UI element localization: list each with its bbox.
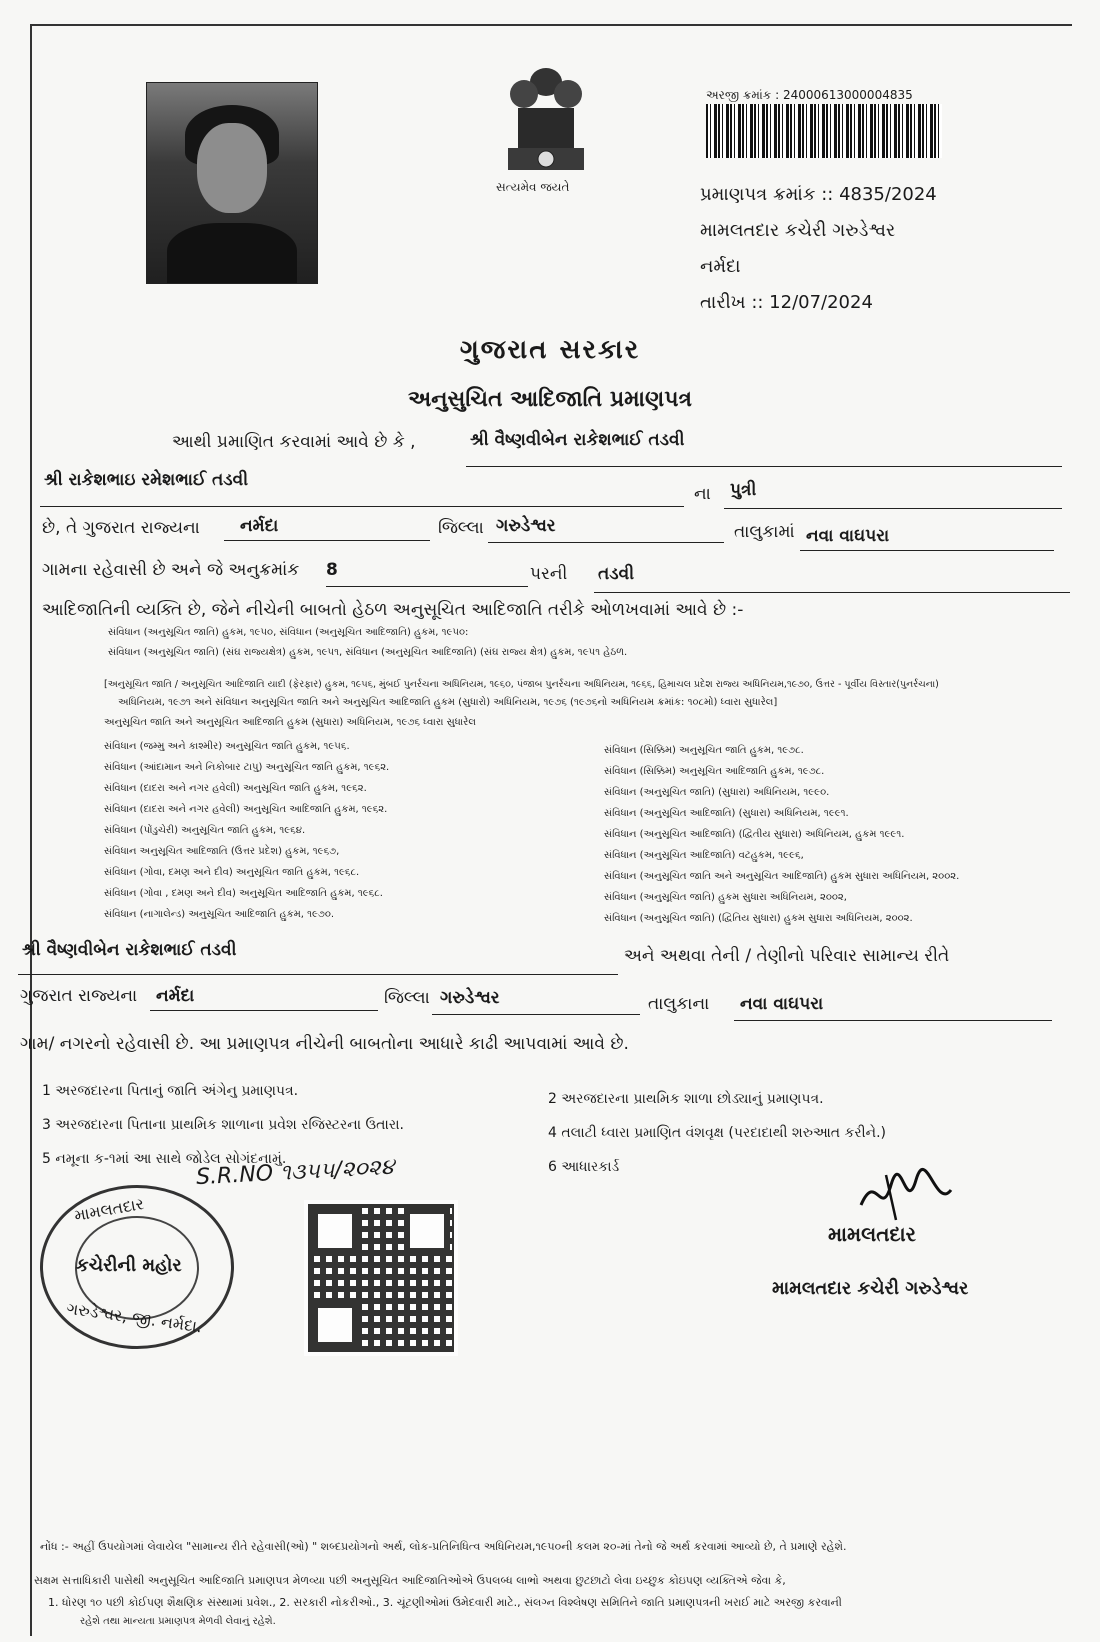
order-line: સંવિધાન (અનુસૂચિત જાતિ) હુકમ સુધારા અધિનિયમ, ૨૦૦૨,: [604, 892, 847, 903]
order-line: સંવિધાન (આંદામાન અને નિકોબાર ટાપુ) અનુસૂચિત જાતિ હુકમ, ૧૯૬૨.: [104, 762, 390, 773]
order-line: સંવિધાન (અનુસૂચિત જાતિ) (સુધારા) અધિનિયમ, ૧૯૯૦.: [604, 787, 830, 798]
header-district: નર્મદા: [700, 256, 741, 277]
taluka-value-2: ગરુડેશ્વર: [440, 988, 500, 1008]
order-line: [અનુસૂચિત જાતિ / અનુસૂચિત આદિજાતિ યાદી (ફેરફાર) હુકમ, ૧૯૫૬, મુંબઈ પુનર્રચના અધિનિયમ, ૧૯૬૦, પંજાબ પુનર્રચના અધિનિયમ, ૧૯૬૬, હિમાચલ પ્રદેશ રાજ્ય અધિનિયમ,૧૯૭૦, ઉત્તર - પૂર્વીય વિસ્તાર(પુનર્રચના): [104, 679, 939, 690]
orders-right-column: [604, 740, 959, 929]
order-line: સંવિધાન અનુસૂચિત આદિજાતિ (ઉત્તર પ્રદેશ) હુકમ, ૧૯૬૭,: [104, 846, 340, 857]
taluka-label: તાલુકામાં: [734, 522, 795, 542]
footer-line: સક્ષમ સત્તાધિકારી પાસેથી અનુસૂચિત આદિજાતિ પ્રમાણપત્ર મેળવ્યા પછી અનુસૂચિત આદિજાતિઓએ ઉપલબ્ધ લાભો અથવા છુટછાટો લેવા ઇચ્છુક કોઇપણ વ્યક્તિએ જેવા કે,: [34, 1574, 786, 1587]
order-line: સંવિધાન (અનુસૂચિત જાતિ) (દ્વિતિય સુધારા) હુકમ સુધારા અધિનિયમ, ૨૦૦૨.: [604, 913, 913, 924]
certificate-number: પ્રમાણપત્ર ક્રમાંક :: 4835/2024: [700, 184, 937, 205]
order-line: સંવિધાન (સિક્કિમ) અનુસૂચિત આદિજાતિ હુકમ, ૧૯૭૮.: [604, 766, 825, 777]
tribe-text: આદિજાતિની વ્યક્તિ છે, જેને નીચેની બાબતો હેઠળ અનુસૂચિત આદિજાતિ તરીકે ઓળખવામાં આવે છે :-: [42, 600, 744, 620]
relation: પુત્રી: [730, 480, 757, 500]
order-line: સંવિધાન (નાગાલેન્ડ) અનુસૂચિત આદિજાતિ હુકમ, ૧૯૭૦.: [104, 909, 335, 920]
certificate-subtitle: અનુસુચિત આદિજાતિ પ્રમાણપત્ર: [407, 387, 693, 412]
document-item: 1 અરજદારના પિતાનું જાતિ અંગેનુ પ્રમાણપત્ર.: [42, 1083, 299, 1099]
order-line: સંવિધાન (અનુસૂચિત આદિજાતિ) (સુધારા) અધિનિયમ, ૧૯૯૧.: [604, 808, 849, 819]
signatory-office: મામલતદાર કચેરી ગરુડેશ્વર: [772, 1278, 969, 1299]
village-value-2: નવા વાઘપરા: [740, 994, 824, 1014]
certify-prefix: આથી પ્રમાણિત કરવામાં આવે છે કે ,: [172, 432, 416, 452]
signature-icon: [856, 1165, 956, 1225]
document-item: 5 નમૂના ક-૧માં આ સાથે જોડેલ સોગંદનામું.: [42, 1151, 287, 1167]
district-label: જિલ્લા: [438, 518, 484, 538]
documents-right: [548, 1082, 886, 1184]
barcode: [706, 104, 942, 158]
footer-line: 1. ધોરણ ૧૦ પછી કોઈપણ શૈક્ષણિક સંસ્થામાં પ્રવેશ., 2. સરકારી નોકરીઓ., 3. ચૂંટણીઓમાં ઉમેદવારી માટે., સંલગ્ન વિશ્લેષણ સમિતિને જાતિ પ્રમાણપત્રની ખરાઈ માટે અરજી કરવાની: [48, 1596, 842, 1609]
order-line: સંવિધાન (અનુસૂચિત જાતિ) (સંઘ રાજ્યક્ષેત્ર) હુકમ, ૧૯૫૧, સંવિધાન (અનુસૂચિત આદિજાતિ) (સંઘ રાજ્ય ક્ષેત્ર) હુકમ, ૧૯૫૧ હેઠળ.: [108, 647, 628, 658]
order-line: સંવિધાન (પોંડુચેરી) અનુસૂચિત જાતિ હુકમ, ૧૯૬૪.: [104, 825, 306, 836]
state-prefix: છે, તે ગુજરાત રાજ્યના: [42, 518, 200, 538]
footer-line: રહેશે તથા માન્યતા પ્રમાણપત્ર મેળવી લેવાનું રહેશે.: [80, 1616, 276, 1627]
document-item: 2 અરજદારના પ્રાથમિક શાળા છોડ્યાનું પ્રમાણપત્ર.: [548, 1091, 824, 1107]
applicant-photo: [146, 82, 318, 284]
order-line: અધિનિયમ, ૧૯૭૧ અને સંવિધાન અનુસૂચિત જાતિ અને અનુસૂચિત આદિજાતિ હુકમ (સુધારો) અધિનિયમ, ૧૯૭૬ (૧૯૭૬નો અધિનિયમ ક્રમાંક: ૧૦૮મો) ધ્વારા સુધારેલ]: [118, 697, 778, 708]
document-item: 4 તલાટી ધ્વારા પ્રમાણિત વંશવૃક્ષ (પરદાદાથી શરુઆત કરીને.): [548, 1125, 886, 1141]
handwritten-serial: S.R.NO ૧૩૫૫/૨૦૨૪: [195, 1154, 395, 1191]
basis-text: ગામ/ નગરનો રહેવાસી છે. આ પ્રમાણપત્ર નીચેની બાબતોના આધારે કાઢી આપવામાં આવે છે.: [20, 1034, 629, 1054]
emblem-caption: સત્યમેવ જયતે: [496, 180, 570, 194]
order-line: સંવિધાન (અનુસૂચિત આદિજાતિ) (દ્વિતીય સુધારા) અધિનિયમ, હુકમ ૧૯૯૧.: [604, 829, 905, 840]
order-line: સંવિધાન (અનુસૂચિત આદિજાતિ) વટહુકમ, ૧૯૯૬,: [604, 850, 804, 861]
resident-text: ગામના રહેવાસી છે અને જે અનુક્રમાંક: [42, 560, 300, 580]
seal-middle-text: કચેરીની મહોર: [76, 1255, 182, 1276]
national-emblem-icon: [498, 60, 594, 178]
serial-value: 8: [326, 560, 338, 580]
taluka-label-2: તાલુકાના: [648, 994, 710, 1014]
document-item: 3 અરજદારના પિતાના પ્રાથમિક શાળાના પ્રવેશ રજિસ્ટરના ઉતારા.: [42, 1117, 404, 1133]
application-number: અરજી ક્રમાંક : 24000613000004835: [706, 88, 913, 102]
order-line: સંવિધાન (સિક્કિમ) અનુસૂચિત જાતિ હુકમ, ૧૯૭૮.: [604, 745, 804, 756]
issuing-office: મામલતદાર કચેરી ગરુડેશ્વર: [700, 220, 896, 241]
district-value: નર્મદા: [240, 516, 279, 536]
village-value: નવા વાઘપરા: [806, 526, 890, 546]
na-label: ના: [694, 484, 711, 504]
order-line: અનુસૂચિત જાતિ અને અનુસૂચિત આદિજાતિ હુકમ (સુધારા) અધિનિયમ, ૧૯૭૬ ધ્વારા સુધારેલ: [104, 717, 476, 728]
qr-code: [304, 1200, 458, 1356]
father-name: શ્રી રાકેશભાઇ રમેશભાઈ તડવી: [44, 470, 249, 490]
order-line: સંવિધાન (ગોવા , દમણ અને દીવ) અનુસૂચિત આદિજાતિ હુકમ, ૧૯૬૮.: [104, 888, 383, 899]
order-line: સંવિધાન (દાદરા અને નગર હવેલી) અનુસૂચિત આદિજાતિ હુકમ, ૧૯૬૨.: [104, 804, 388, 815]
state-prefix-2: ગુજરાત રાજ્યના: [20, 986, 138, 1006]
document-item: 6 આધારકાર્ડ: [548, 1159, 620, 1175]
applicant-name-repeat: શ્રી વૈષ્ણવીબેન રાકેશભાઈ તડવી: [22, 940, 237, 960]
district-label-2: જિલ્લા: [384, 988, 430, 1008]
issue-date: તારીખ :: 12/07/2024: [700, 292, 873, 313]
district-value-2: નર્મદા: [156, 986, 195, 1006]
order-line: સંવિધાન (દાદરા અને નગર હવેલી) અનુસૂચિત જાતિ હુકમ, ૧૯૬૨.: [104, 783, 367, 794]
tribe-value: તડવી: [598, 564, 635, 584]
footer-note: નોંધ :- અહીં ઉપયોગમાં લેવાયેલ "સામાન્ય રીતે રહેવાસી(ઓ) " શબ્દપ્રયોગનો અર્થ, લોક-પ્રતિનિધિત્વ અધિનિયમ,૧૯૫૦ની કલમ ૨૦-માં તેનો જે અર્થ કરવામાં આવ્યો છે, તે પ્રમાણે રહેશે.: [40, 1540, 847, 1553]
order-line: સંવિધાન (ગોવા, દમણ અને દીવ) અનુસૂચિત જાતિ હુકમ, ૧૯૬૮.: [104, 867, 360, 878]
seal-bottom-text: ગરુડેશ્વર, જી. નર્મદા.: [65, 1298, 204, 1337]
order-line: સંવિધાન (જમ્મુ અને કાશ્મીર) અનુસૂચિત જાતિ હુકમ, ૧૯૫૬.: [104, 741, 350, 752]
applicant-name: શ્રી વૈષ્ણવીબેન રાકેશભાઈ તડવી: [470, 430, 685, 450]
family-text: અને અથવા તેની / તેણીનો પરિવાર સામાન્ય રીતે: [624, 946, 950, 966]
order-line: સંવિધાન (અનુસૂચિત જાતિ અને અનુસૂચિત આદિજાતિ) હુકમ સુધારા અધિનિયમ, ૨૦૦૨.: [604, 871, 960, 882]
seal-top-text: મામલતદાર: [72, 1194, 146, 1225]
par-ni-label: પરની: [530, 564, 568, 584]
signatory-title: મામલતદાર: [828, 1222, 916, 1246]
orders-left-column: [104, 736, 389, 925]
order-line: સંવિધાન (અનુસૂચિત જાતિ) હુકમ, ૧૯૫૦, સંવિધાન (અનુસૂચિત આદિજાતિ) હુકમ, ૧૯૫૦:: [108, 627, 469, 638]
page-title: ગુજરાત સરકાર: [459, 335, 641, 365]
taluka-value: ગરુડેશ્વર: [496, 516, 556, 536]
